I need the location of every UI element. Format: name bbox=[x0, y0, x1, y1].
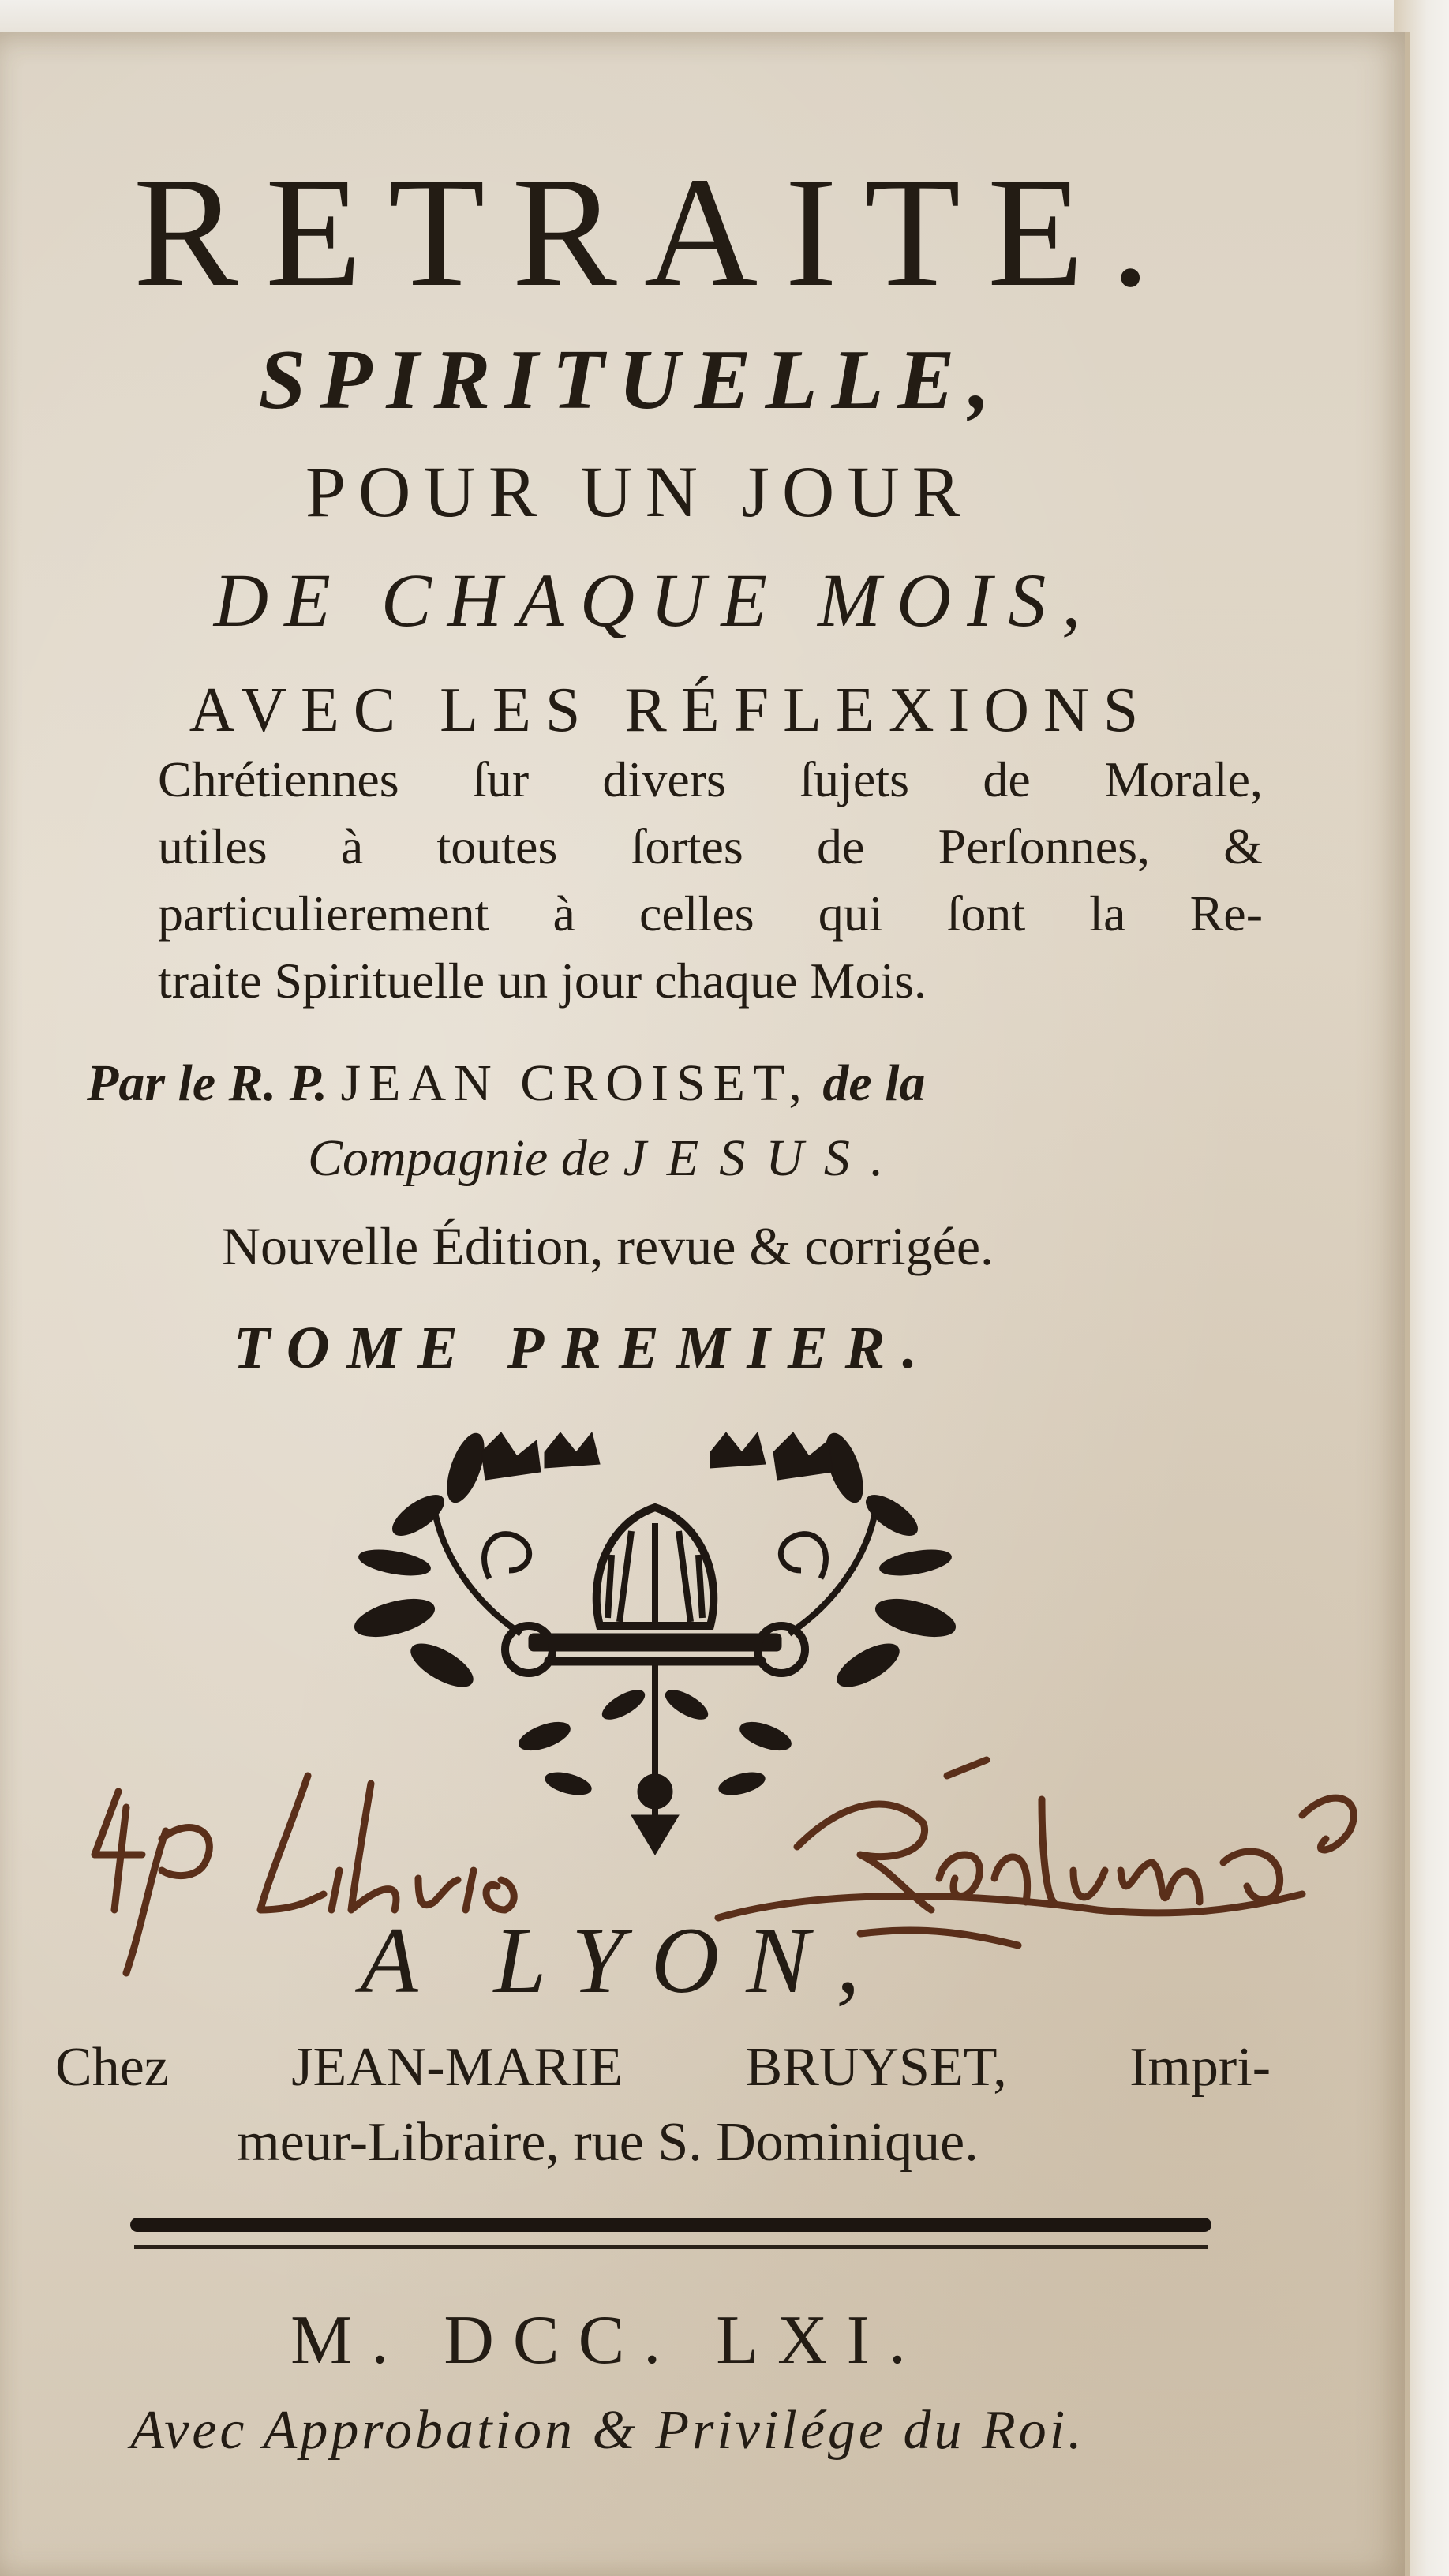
author-company-line bbox=[308, 1129, 904, 1189]
thick-rule-divider bbox=[130, 2218, 1211, 2232]
privilege-statement: Avec Approbation & Privilége du Roi. bbox=[130, 2400, 1085, 2461]
imprint-place: A LYON, bbox=[360, 1908, 887, 2012]
edition-statement: Nouvelle Édition, revue & corrigée. bbox=[221, 1216, 994, 1276]
publication-year: M. DCC. LXI. bbox=[290, 2302, 925, 2379]
description-paragraph bbox=[158, 746, 1263, 1014]
author-prefix: Par le R. P. bbox=[87, 1054, 328, 1112]
author-line bbox=[87, 1054, 1255, 1114]
subtitle-chaque-mois: DE CHAQUE MOIS, bbox=[213, 558, 1097, 642]
book-title: RETRAITE. bbox=[133, 145, 1178, 320]
printer-line-1: Chez JEAN-MARIE BRUYSET, Impri- bbox=[55, 2037, 1271, 2098]
author-name: JEAN CROISET, bbox=[340, 1054, 810, 1112]
subtitle-reflexions: AVEC LES RÉFLEXIONS bbox=[189, 676, 1153, 745]
title-page bbox=[0, 32, 1410, 2576]
volume-statement: TOME PREMIER. bbox=[233, 1315, 935, 1381]
author-suffix: de la bbox=[822, 1054, 926, 1112]
description-line: particulierement à celles qui ſont la Re- bbox=[158, 886, 1263, 942]
printer-line-2: meur-Libraire, rue S. Dominique. bbox=[237, 2112, 979, 2173]
description-line: traite Spirituelle un jour chaque Mois. bbox=[158, 953, 927, 1009]
company-prefix: Compagnie de bbox=[308, 1129, 611, 1187]
description-line: utiles à toutes ſortes de Perſonnes, & bbox=[158, 818, 1263, 874]
subtitle-spirituelle: SPIRITUELLE, bbox=[258, 333, 1005, 427]
description-line: Chrétiennes ſur divers ſujets de Morale, bbox=[158, 751, 1263, 807]
thin-rule-divider bbox=[134, 2245, 1208, 2249]
subtitle-pour-un-jour: POUR UN JOUR bbox=[305, 451, 974, 532]
company-name: JESUS. bbox=[623, 1129, 904, 1187]
